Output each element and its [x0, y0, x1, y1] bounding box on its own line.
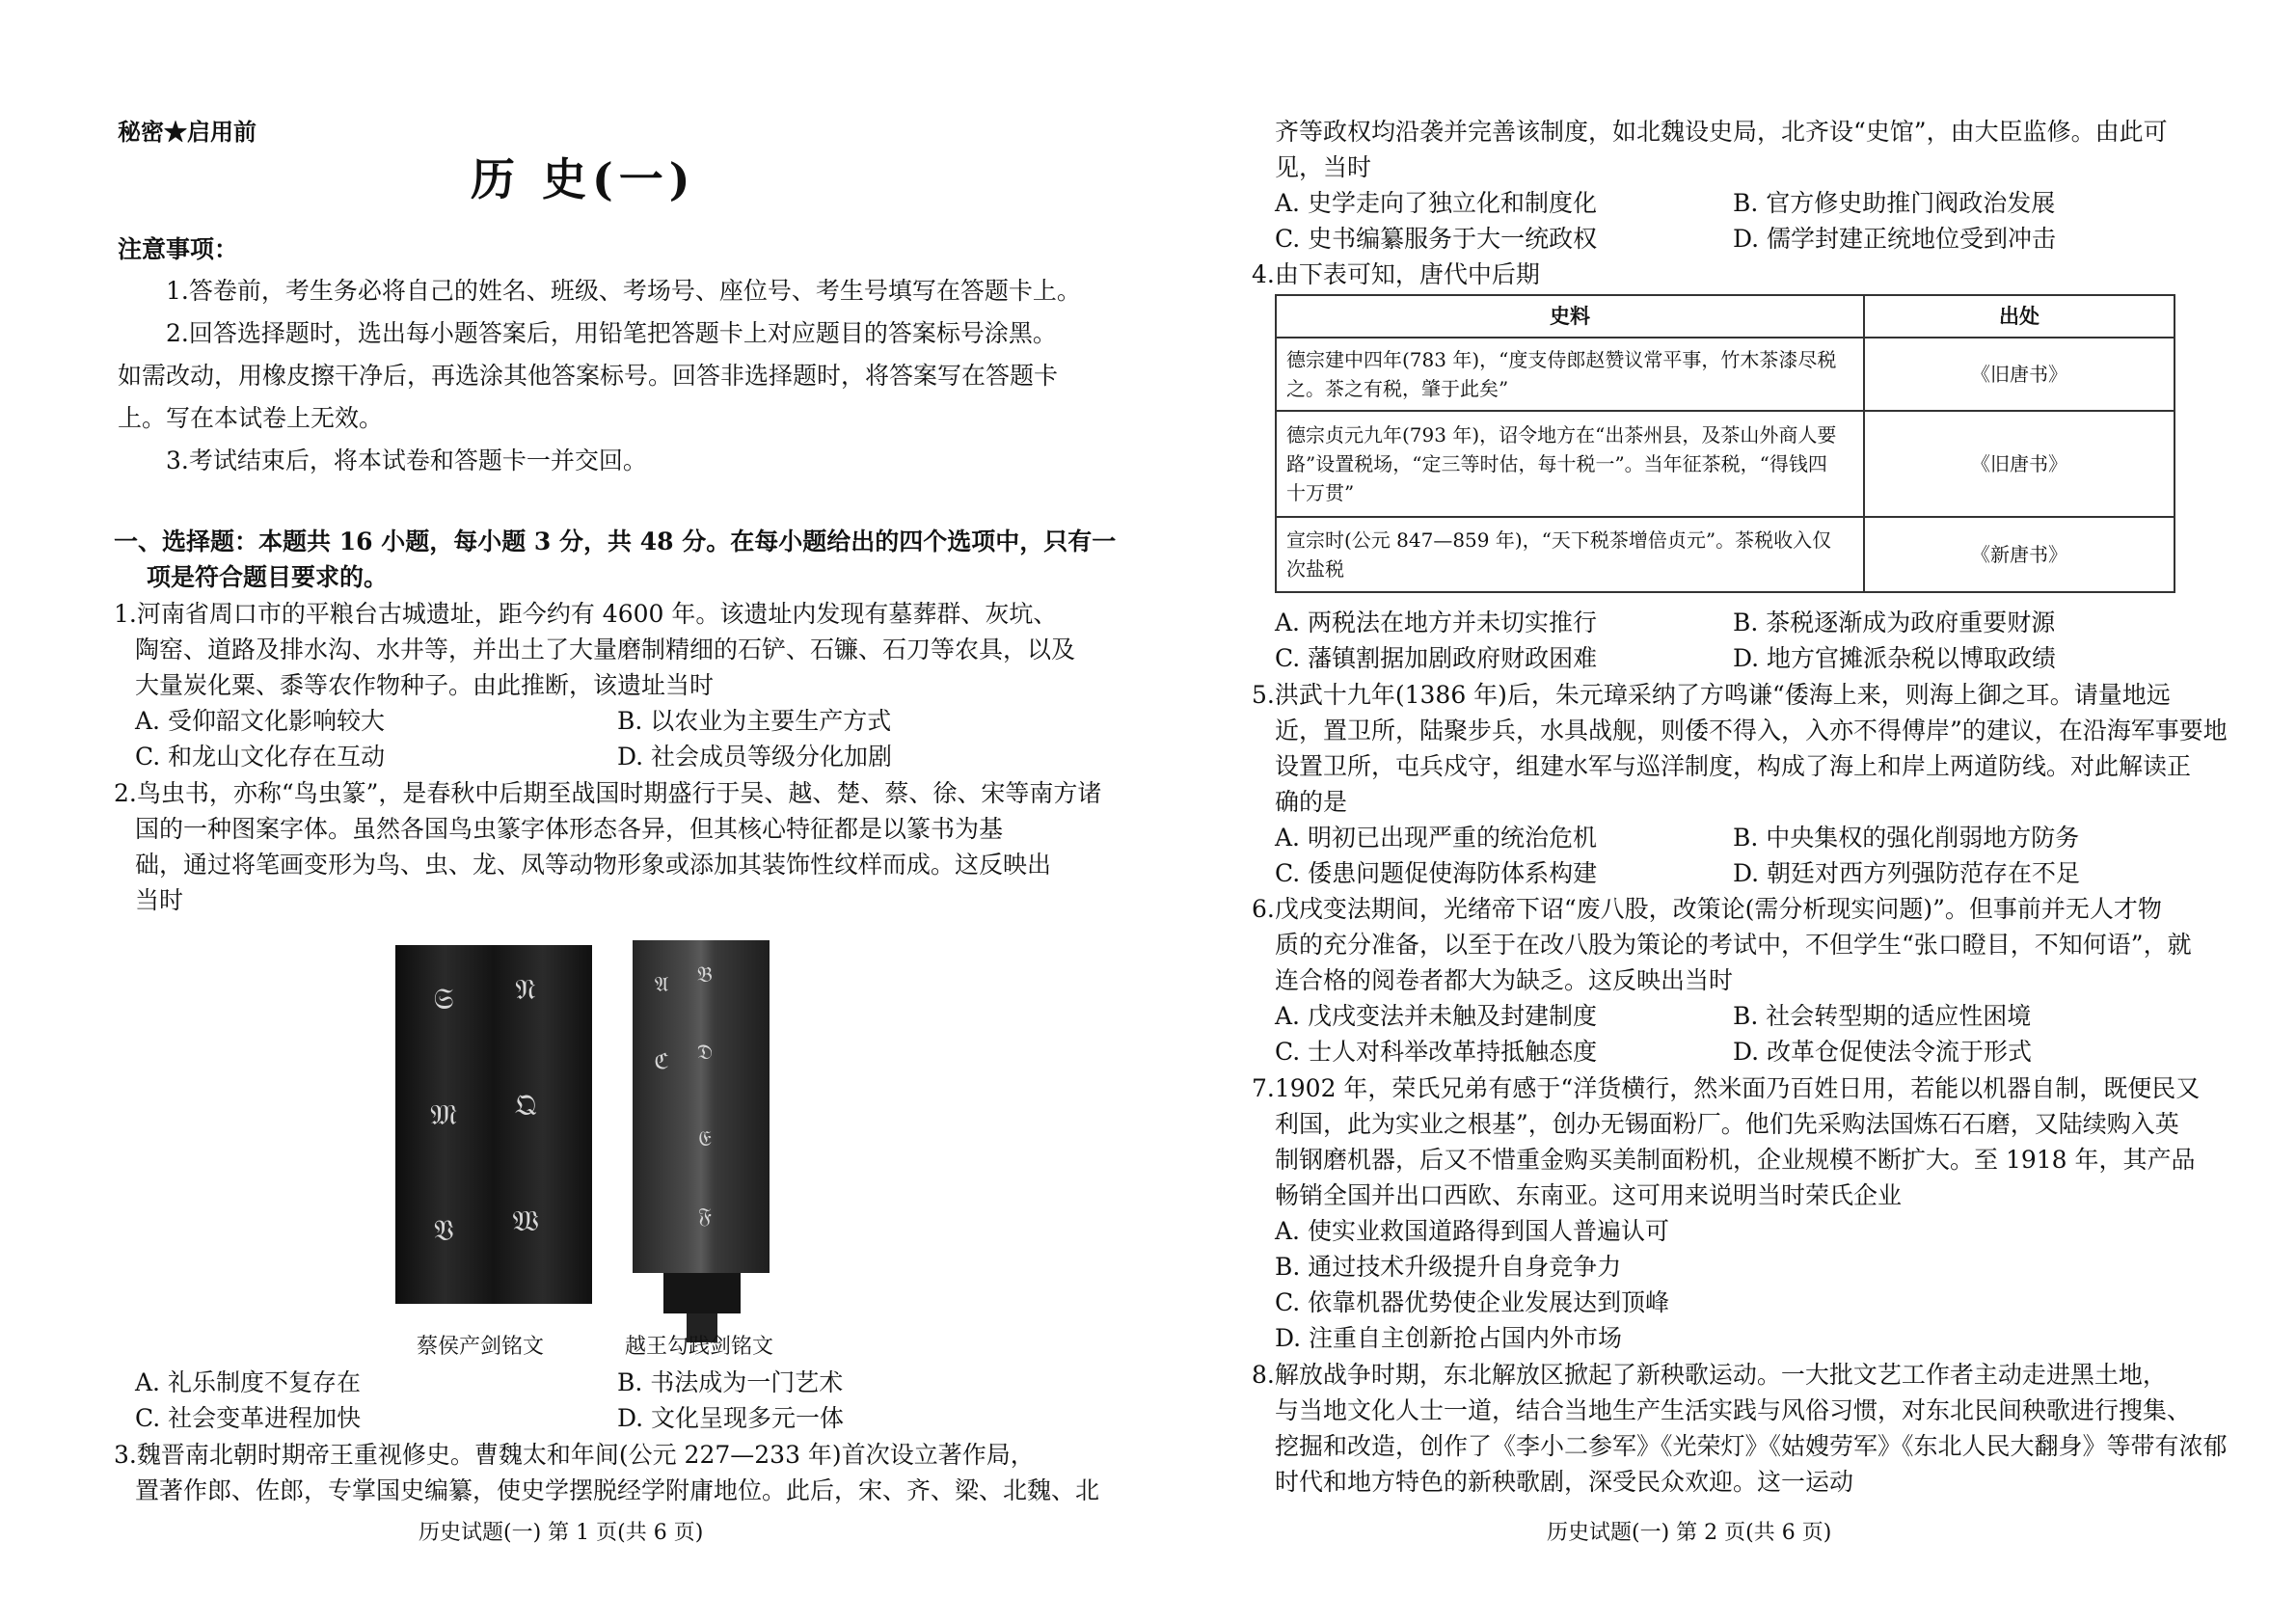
q7-stem: 制钢磨机器，后又不惜重金购买美制面粉机，企业规模不断扩大。至 1918 年，其产品 [1275, 1146, 2196, 1174]
q6-stem: 连合格的阅卷者都大为缺乏。这反映出当时 [1275, 966, 1734, 994]
notice-heading: 注意事项： [118, 235, 239, 263]
section-heading-cont: 项是符合题目要求的。 [147, 563, 389, 591]
table-cell-line: 之。茶之有税，肇于此矣” [1286, 377, 1509, 400]
q3-options [1275, 185, 2191, 257]
notice-line: 上。写在本试卷上无效。 [118, 404, 384, 432]
q3-option-c: C. 史书编纂服务于大一统政权 [1275, 225, 1598, 253]
q8-stem: 8.解放战争时期，东北解放区掀起了新秧歌运动。一大批文艺工作者主动走进黑土地， [1252, 1361, 2167, 1389]
table-cell-line: 德宗建中四年(783 年)，“度支侍郎赵赞议常平事，竹木茶漆尽税 [1286, 348, 1837, 371]
q1-stem: 大量炭化粟、黍等农作物种子。由此推断，该遗址当时 [135, 671, 715, 699]
q5-stem: 设置卫所，屯兵戍守，组建水军与巡洋制度，构成了海上和岸上两道防线。对此解读正 [1275, 752, 2192, 780]
q2-stem: 国的一种图案字体。虽然各国鸟虫篆字体形态各异，但其核心特征都是以篆书为基 [135, 815, 1004, 843]
q3-option-d: D. 儒学封建正统地位受到冲击 [1733, 225, 2057, 253]
page-2 [1148, 0, 2296, 1624]
q7-option-a: A. 使实业救国道路得到国人普遍认可 [1275, 1217, 1669, 1245]
table-header: 史料 [1276, 295, 1864, 338]
table-row [1276, 338, 2174, 411]
table-cell-line: 十万贯” [1286, 481, 1355, 504]
table-row [1276, 411, 2174, 517]
table-cell-line: 宣宗时(公元 847—859 年)，“天下税茶增倍贞元”。茶税收入仅 [1286, 528, 1832, 552]
table-header: 出处 [1864, 295, 2174, 338]
caption-cai-sword: 蔡侯产剑铭文 [417, 1335, 545, 1359]
q2-option-d: D. 文化呈现多元一体 [617, 1404, 845, 1432]
q7-stem: 利国，此为实业之根基”，创办无锡面粉厂。他们先采购法国炼石石磨，又陆续购入英 [1275, 1110, 2179, 1138]
table-header-row [1276, 295, 2174, 338]
q5-option-a: A. 明初已出现严重的统治危机 [1275, 824, 1597, 852]
q2-option-b: B. 书法成为一门艺术 [617, 1368, 844, 1396]
q7-option-d: D. 注重自主创新抢占国内外市场 [1275, 1324, 1623, 1352]
q7-stem: 畅销全国并出口西欧、东南亚。这可用来说明当时荣氏企业 [1275, 1181, 1903, 1209]
table-cell-line: 次盐税 [1286, 557, 1344, 581]
q8-stem: 与当地文化人士一道，结合当地生产生活实践与风俗习惯，对东北民间秧歌进行搜集、 [1275, 1396, 2192, 1424]
q4-stem: 4.由下表可知，唐代中后期 [1252, 260, 1540, 288]
q4-option-a: A. 两税法在地方并未切实推行 [1275, 609, 1597, 636]
q6-stem: 质的充分准备，以至于在改八股为策论的考试中，不但学生“张口瞪目，不知何语”，就 [1275, 931, 2192, 959]
q7-stem: 7.1902 年，荣氏兄弟有感于“洋货横行，然米面乃百姓日用，若能以机器自制，既便民又 [1252, 1074, 2201, 1102]
q7-options [1275, 1213, 1669, 1356]
notice-line: 如需改动，用橡皮擦干净后，再选涂其他答案标号。回答非选择题时，将答案写在答题卡 [118, 362, 1059, 390]
q6-option-b: B. 社会转型期的适应性困境 [1733, 1002, 2032, 1030]
q5-options [1275, 820, 2191, 891]
q5-stem: 近，置卫所，陆聚步兵，水具战舰，则倭不得入，入亦不得傅岸”的建议，在沿海军事要地 [1275, 717, 2228, 744]
q5-stem: 5.洪武十九年(1386 年)后，朱元璋采纳了方鸣谦“倭海上来，则海上御之耳。请量地远 [1252, 681, 2171, 709]
q2-option-c: C. 社会变革进程加快 [135, 1404, 362, 1432]
q3-stem-cont: 见，当时 [1275, 153, 1372, 181]
q2-stem: 2.鸟虫书，亦称“鸟虫篆”，是春秋中后期至战国时期盛行于吴、越、楚、蔡、徐、宋等南方诸 [114, 779, 1102, 807]
q4-options [1275, 605, 2191, 676]
table-cell-source: 《旧唐书》 [1864, 411, 2174, 517]
q6-option-c: C. 士人对科举改革持抵触态度 [1275, 1038, 1598, 1066]
q7-option-c: C. 依靠机器优势使企业发展达到顶峰 [1275, 1288, 1670, 1316]
q6-option-d: D. 改革仓促使法令流于形式 [1733, 1038, 2033, 1066]
q1-options [135, 703, 1099, 774]
section-heading: 一、选择题：本题共 16 小题，每小题 3 分，共 48 分。在每小题给出的四个选项中，只有一 [114, 528, 1117, 555]
caption-goujian-sword: 越王勾践剑铭文 [625, 1335, 774, 1359]
q2-options [135, 1365, 1099, 1436]
q3-stem-cont: 齐等政权均沿袭并完善该制度，如北魏设史局，北齐设“史馆”，由大臣监修。由此可 [1275, 118, 2168, 146]
q1-option-b: B. 以农业为主要生产方式 [617, 707, 892, 735]
confidential-mark: 秘密★启用前 [118, 118, 257, 146]
q3-option-a: A. 史学走向了独立化和制度化 [1275, 189, 1597, 217]
q1-option-c: C. 和龙山文化存在互动 [135, 743, 386, 771]
table-cell-source: 《旧唐书》 [1864, 338, 2174, 411]
table-cell-line: 德宗贞元九年(793 年)，诏令地方在“出茶州县，及茶山外商人要 [1286, 423, 1837, 447]
q3-option-b: B. 官方修史助推门阀政治发展 [1733, 189, 2056, 217]
q1-stem: 1.河南省周口市的平粮台古城遗址，距今约有 4600 年。该遗址内发现有墓葬群、灰坑、 [114, 600, 1058, 628]
q5-option-c: C. 倭患问题促使海防体系构建 [1275, 859, 1598, 887]
q8-stem: 时代和地方特色的新秧歌剧，深受民众欢迎。这一运动 [1275, 1468, 1854, 1496]
notice-line: 1.答卷前，考生务必将自己的姓名、班级、考场号、座位号、考生号填写在答题卡上。 [166, 277, 1081, 305]
table-cell [1276, 338, 1864, 411]
q6-option-a: A. 戊戌变法并未触及封建制度 [1275, 1002, 1597, 1030]
page-footer: 历史试题(一) 第 1 页(共 6 页) [419, 1521, 704, 1545]
notice-line: 2.回答选择题时，选出每小题答案后，用铅笔把答题卡上对应题目的答案标号涂黑。 [166, 319, 1057, 347]
table-cell [1276, 517, 1864, 592]
table-cell-source: 《新唐书》 [1864, 517, 2174, 592]
q4-option-c: C. 藩镇割据加剧政府财政困难 [1275, 644, 1598, 672]
q5-stem: 确的是 [1275, 788, 1348, 816]
q4-option-d: D. 地方官摊派杂税以博取政绩 [1733, 644, 2057, 672]
q3-stem: 置著作郎、佐郎，专掌国史编纂，使史学摆脱经学附庸地位。此后，宋、齐、梁、北魏、北 [135, 1476, 1100, 1504]
q1-stem: 陶窑、道路及排水沟、水井等，并出土了大量磨制精细的石铲、石镰、石刀等农具，以及 [135, 636, 1076, 663]
q2-stem: 础，通过将笔画变形为鸟、虫、龙、凤等动物形象或添加其装饰性纹样而成。这反映出 [135, 851, 1052, 879]
q7-option-b: B. 通过技术升级提升自身竞争力 [1275, 1253, 1622, 1281]
q5-option-b: B. 中央集权的强化削弱地方防务 [1733, 824, 2080, 852]
source-table [1275, 294, 2175, 593]
q1-option-a: A. 受仰韶文化影响较大 [135, 707, 385, 735]
sword-guard [663, 1273, 741, 1313]
q5-option-d: D. 朝廷对西方列强防范存在不足 [1733, 859, 2081, 887]
exam-title: 历 史(一) [471, 153, 696, 205]
goujian-sword-inscription-photo: 𝔄 𝔅 ℭ 𝔇 𝔈 𝔉 [633, 940, 770, 1273]
table-cell [1276, 411, 1864, 517]
table-row [1276, 517, 2174, 592]
q3-stem: 3.魏晋南北朝时期帝王重视修史。曹魏太和年间(公元 227—233 年)首次设立著作局， [114, 1441, 1035, 1469]
q2-option-a: A. 礼乐制度不复存在 [135, 1368, 361, 1396]
page-footer: 历史试题(一) 第 2 页(共 6 页) [1547, 1521, 1832, 1545]
q6-stem: 6.戊戌变法期间，光绪帝下诏“废八股，改策论(需分析现实问题)”。但事前并无人才物 [1252, 895, 2162, 923]
notice-line: 3.考试结束后，将本试卷和答题卡一并交回。 [166, 447, 647, 474]
q1-option-d: D. 社会成员等级分化加剧 [617, 743, 893, 771]
q8-stem: 挖掘和改造，创作了《李小二参军》《光荣灯》《姑嫂劳军》《东北人民大翻身》等带有浓郁 [1275, 1432, 2228, 1460]
q4-option-b: B. 茶税逐渐成为政府重要财源 [1733, 609, 2056, 636]
q2-stem: 当时 [135, 886, 184, 914]
q6-options [1275, 998, 2191, 1069]
table-cell-line: 路”设置税场，“定三等时估，每十税一”。当年征茶税，“得钱四 [1286, 452, 1827, 475]
cai-sword-inscription-photo: 𝔖 𝔑 𝔐 𝔔 𝔙 𝔚 [395, 945, 592, 1304]
